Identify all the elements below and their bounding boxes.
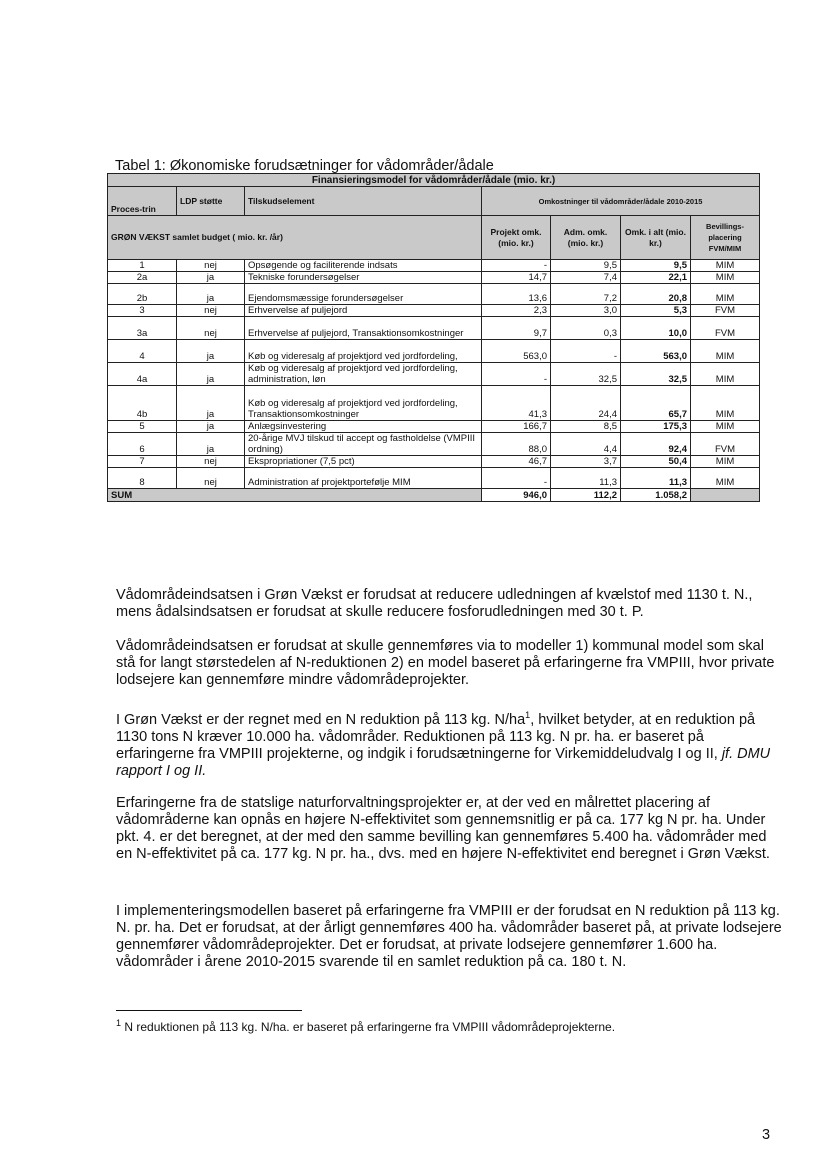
cell-ldp-stotte: nej <box>177 260 245 272</box>
cell-adm-omk: 4,4 <box>551 433 621 456</box>
sum-empty <box>691 489 760 502</box>
paragraph-3-b: , hvilket betyder, at en reduktion på 1130 tons N kræver 10.000 ha. vådområder. Reduktionen på 113 kg. N pr. ha. er baseret på erfaringerne fra VMPIII projekterne, og indgik i forudsætningerne for Virkemiddeludvalg I og II, <box>116 711 756 762</box>
col-header-omkostninger: Omkostninger til vådområder/ådale 2010-2015 <box>482 187 760 216</box>
col-header-alt: Omk. i alt (mio. kr.) <box>621 216 691 260</box>
table-row <box>108 433 760 456</box>
cell-tilskudselement: Anlægsinvestering <box>245 421 482 433</box>
cell-bevilling: MIM <box>691 363 760 386</box>
cell-proces-trin: 3 <box>108 305 177 317</box>
cell-omk-i-alt: 10,0 <box>621 317 691 340</box>
table-row <box>108 284 760 305</box>
sum-label: SUM <box>108 489 482 502</box>
cell-proces-trin: 2a <box>108 272 177 284</box>
cell-ldp-stotte: ja <box>177 433 245 456</box>
cell-proces-trin: 4 <box>108 340 177 363</box>
cell-tilskudselement: Køb og videresalg af projektjord ved jordfordeling, <box>245 340 482 363</box>
cell-adm-omk: 0,3 <box>551 317 621 340</box>
paragraph-3-ref: jf. DMU rapport I og II. <box>116 745 771 779</box>
table-row <box>108 260 760 272</box>
cell-omk-i-alt: 20,8 <box>621 284 691 305</box>
cell-proces-trin: 4b <box>108 386 177 421</box>
table-title: Finansieringsmodel for vådområder/ådale (mio. kr.) <box>108 174 760 187</box>
table-row <box>108 340 760 363</box>
paragraph-4: Erfaringerne fra de statslige naturforvaltningsprojekter er, at der ved en målrettet placering af vådområderne kan opnås en højere N-effektivitet som gennemsnitlig er på ca. 177 kg N pr. ha. Under pkt. 4. er det beregnet, at der med den samme bevilling kan gennemføres 5.400 ha. vådområder med en N-effektivitet på ca. 177 kg. N pr. ha., dvs. med en højere N-effektivitet end beregnet i Grøn Vækst. <box>116 795 770 862</box>
cell-omk-i-alt: 50,4 <box>621 456 691 468</box>
cell-tilskudselement: Opsøgende og faciliterende indsats <box>245 260 482 272</box>
cell-adm-omk: 3,7 <box>551 456 621 468</box>
cell-ldp-stotte: nej <box>177 456 245 468</box>
footnote-text: N reduktionen på 113 kg. N/ha. er baseret på erfaringerne fra VMPIII vådområdeprojekterne. <box>121 1020 616 1034</box>
cell-bevilling: MIM <box>691 456 760 468</box>
cell-projekt-omk: - <box>482 260 551 272</box>
cell-adm-omk: 32,5 <box>551 363 621 386</box>
cell-adm-omk: 7,4 <box>551 272 621 284</box>
cell-omk-i-alt: 92,4 <box>621 433 691 456</box>
table-row <box>108 363 760 386</box>
table-row <box>108 386 760 421</box>
cell-omk-i-alt: 175,3 <box>621 421 691 433</box>
cell-bevilling: MIM <box>691 386 760 421</box>
col-header-adm: Adm. omk. (mio. kr.) <box>551 216 621 260</box>
cell-omk-i-alt: 32,5 <box>621 363 691 386</box>
cell-tilskudselement: Tekniske forundersøgelser <box>245 272 482 284</box>
cell-bevilling: FVM <box>691 433 760 456</box>
cell-projekt-omk: - <box>482 363 551 386</box>
cell-proces-trin: 3a <box>108 317 177 340</box>
cell-omk-i-alt: 5,3 <box>621 305 691 317</box>
cell-proces-trin: 5 <box>108 421 177 433</box>
footnote-mark: 1 <box>116 1018 122 1028</box>
paragraph-2: Vådområdeindsatsen er forudsat at skulle gennemføres via to modeller 1) kommunal model som skal stå for langt størstedelen af N-reduktionen 2) en model baseret på erfaringerne fra VMPIII, hvor private lodsejere kan gennemføre mindre vådområdeprojekter. <box>116 638 775 688</box>
cell-bevilling: MIM <box>691 421 760 433</box>
paragraph-3-a: I Grøn Vækst er der regnet med en N reduktion på 113 kg. N/ha <box>116 711 526 728</box>
cell-ldp-stotte: ja <box>177 284 245 305</box>
paragraph-3 <box>116 707 786 780</box>
sum-alt: 1.058,2 <box>621 489 691 502</box>
cell-adm-omk: 7,2 <box>551 284 621 305</box>
cell-bevilling: FVM <box>691 317 760 340</box>
cell-omk-i-alt: 65,7 <box>621 386 691 421</box>
cell-projekt-omk: 563,0 <box>482 340 551 363</box>
cell-omk-i-alt: 9,5 <box>621 260 691 272</box>
cell-tilskudselement: Ejendomsmæssige forundersøgelser <box>245 284 482 305</box>
table-caption: Tabel 1: Økonomiske forudsætninger for vådområder/ådale <box>115 158 494 174</box>
col-header-tilskud: Tilskudselement <box>245 187 482 216</box>
cell-omk-i-alt: 563,0 <box>621 340 691 363</box>
cell-projekt-omk: 2,3 <box>482 305 551 317</box>
table-row <box>108 456 760 468</box>
col-header-bevilling: Bevillings-placering FVM/MIM <box>691 216 760 260</box>
budget-label: GRØN VÆKST samlet budget ( mio. kr. /år) <box>108 216 482 260</box>
cell-projekt-omk: 14,7 <box>482 272 551 284</box>
cell-ldp-stotte: nej <box>177 305 245 317</box>
sum-projekt: 946,0 <box>482 489 551 502</box>
cell-adm-omk: - <box>551 340 621 363</box>
cell-bevilling: MIM <box>691 340 760 363</box>
paragraph-1: Vådområdeindsatsen i Grøn Vækst er forudsat at reducere udledningen af kvælstof med 1130 t. N., mens ådalsindsatsen er forudsat at skulle reducere fosforudledningen med 30 t. P. <box>116 587 753 620</box>
cell-bevilling: FVM <box>691 305 760 317</box>
cell-tilskudselement: Ekspropriationer (7,5 pct) <box>245 456 482 468</box>
cell-projekt-omk: 166,7 <box>482 421 551 433</box>
table-row <box>108 305 760 317</box>
cell-omk-i-alt: 11,3 <box>621 468 691 489</box>
table-row <box>108 421 760 433</box>
paragraph-5: I implementeringsmodellen baseret på erfaringerne fra VMPIII er der forudsat en N reduktion på 113 kg. N. pr. ha. Det er forudsat, at der årligt gennemføres 400 ha. vådområder baseret på, at private lodsejere gennemfører vådområdeprojekter. Det er forudsat, at private lodsejere gennemfører 1.600 ha. vådområder i årene 2010-2015 svarende til en samlet reduktion på ca. 180 t. N. <box>116 903 782 970</box>
cell-projekt-omk: 88,0 <box>482 433 551 456</box>
cell-bevilling: MIM <box>691 284 760 305</box>
cell-ldp-stotte: ja <box>177 363 245 386</box>
table-row <box>108 317 760 340</box>
cell-proces-trin: 4a <box>108 363 177 386</box>
footnote-divider <box>116 1010 302 1011</box>
cell-projekt-omk: - <box>482 468 551 489</box>
cell-proces-trin: 8 <box>108 468 177 489</box>
cell-bevilling: MIM <box>691 272 760 284</box>
cell-proces-trin: 2b <box>108 284 177 305</box>
cell-ldp-stotte: nej <box>177 468 245 489</box>
cell-projekt-omk: 13,6 <box>482 284 551 305</box>
cell-ldp-stotte: nej <box>177 317 245 340</box>
cell-tilskudselement: Køb og videresalg af projektjord ved jordfordeling, Transaktionsomkostninger <box>245 386 482 421</box>
table-row <box>108 468 760 489</box>
cell-projekt-omk: 41,3 <box>482 386 551 421</box>
table-row <box>108 272 760 284</box>
col-header-projekt: Projekt omk. (mio. kr.) <box>482 216 551 260</box>
cell-adm-omk: 9,5 <box>551 260 621 272</box>
cell-proces-trin: 7 <box>108 456 177 468</box>
cell-projekt-omk: 9,7 <box>482 317 551 340</box>
cell-adm-omk: 11,3 <box>551 468 621 489</box>
cell-bevilling: MIM <box>691 468 760 489</box>
cell-tilskudselement: Køb og videresalg af projektjord ved jordfordeling, administration, løn <box>245 363 482 386</box>
cell-projekt-omk: 46,7 <box>482 456 551 468</box>
sum-adm: 112,2 <box>551 489 621 502</box>
finance-table <box>107 173 760 502</box>
cell-tilskudselement: 20-årige MVJ tilskud til accept og fastholdelse (VMPIII ordning) <box>245 433 482 456</box>
cell-ldp-stotte: ja <box>177 386 245 421</box>
col-header-ldp: LDP støtte <box>177 187 245 216</box>
cell-tilskudselement: Erhvervelse af puljejord <box>245 305 482 317</box>
cell-proces-trin: 1 <box>108 260 177 272</box>
cell-proces-trin: 6 <box>108 433 177 456</box>
page-number: 3 <box>762 1127 771 1143</box>
footnote <box>116 1018 615 1034</box>
cell-ldp-stotte: ja <box>177 340 245 363</box>
cell-omk-i-alt: 22,1 <box>621 272 691 284</box>
cell-tilskudselement: Erhvervelse af puljejord, Transaktionsomkostninger <box>245 317 482 340</box>
cell-adm-omk: 24,4 <box>551 386 621 421</box>
cell-ldp-stotte: ja <box>177 272 245 284</box>
cell-adm-omk: 3,0 <box>551 305 621 317</box>
cell-tilskudselement: Administration af projektportefølje MIM <box>245 468 482 489</box>
cell-bevilling: MIM <box>691 260 760 272</box>
col-header-proces: Proces-trin <box>108 187 177 216</box>
footnote-ref: 1 <box>525 710 531 720</box>
cell-adm-omk: 8,5 <box>551 421 621 433</box>
cell-ldp-stotte: ja <box>177 421 245 433</box>
